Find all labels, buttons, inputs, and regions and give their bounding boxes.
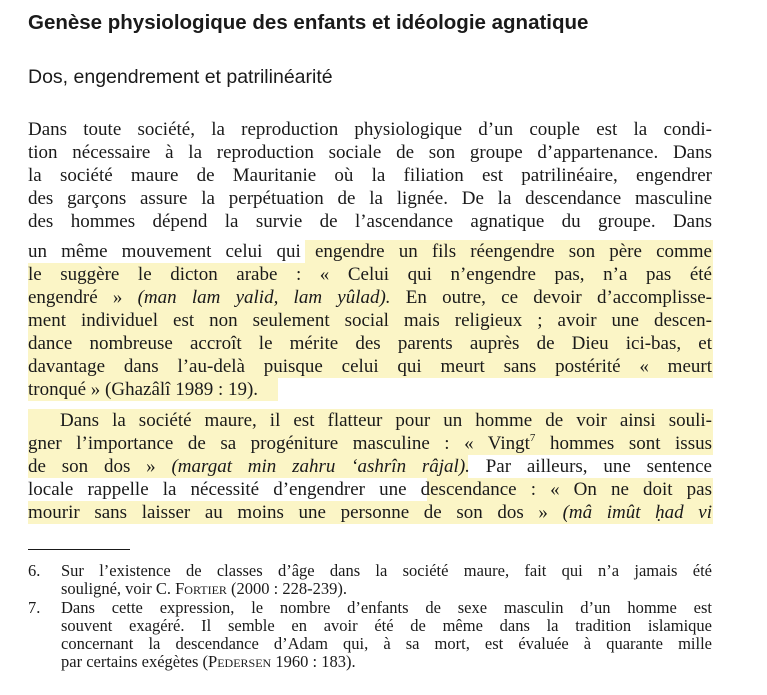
body-line: tion nécessaire à la reproduction sociale de son groupe d’appartenance. Dans <box>28 142 712 163</box>
footnote <box>28 599 712 671</box>
footnote <box>28 562 712 598</box>
footnote-line: Dans cette expression, le nombre d’enfants de sexe masculin d’un homme est <box>61 598 712 617</box>
highlighted-text: descendance : « On ne doit pas <box>420 479 713 500</box>
author-name: Fortier <box>175 579 227 598</box>
footnote-text: (2000 : 228-239). <box>226 579 347 598</box>
footnote-number: 7. <box>28 598 41 617</box>
footnote-ref[interactable]: 7 <box>529 432 536 444</box>
footnote-text: souligné, voir C. <box>61 579 176 598</box>
footnote-number: 6. <box>28 561 41 580</box>
author-name: Pedersen <box>208 652 272 671</box>
body-line <box>28 432 712 455</box>
footnote-text: par certains exégètes ( <box>61 652 209 671</box>
footnote-line: souvent exagéré. Il semble en avoir été de même dans la tradition islamique <box>61 616 712 635</box>
body-text: engendré » <box>28 287 138 308</box>
section-subheading: Dos, engendrement et patrilinéarité <box>28 66 333 88</box>
body-line: davantage dans l’au-delà puisque celui qui meurt sans postérité « meurt <box>28 356 712 377</box>
body-text: mourir sans laisser au moins une personne de son dos » <box>28 502 563 523</box>
footnote-separator <box>28 549 130 550</box>
body-line: Dans la société maure, il est flatteur pour un homme de voir ainsi souli- <box>60 410 712 431</box>
body-line: le suggère le dicton arabe : « Celui qui n’engendre pas, n’a pas été <box>28 264 712 285</box>
body-line: la société maure de Mauritanie où la filiation est patrilinéaire, engendrer <box>28 165 712 186</box>
body-line <box>28 478 712 501</box>
body-line <box>28 455 712 478</box>
footnote-line: Sur l’existence de classes d’âge dans la société maure, fait qui n’a jamais été <box>61 561 712 580</box>
body-line: des hommes dépend la survie de l’ascendance agnatique du groupe. Dans <box>28 211 712 232</box>
footnote-line <box>61 653 712 671</box>
highlighted-text: engendre un fils réengendre son père comme <box>314 241 712 262</box>
footnote-line: concernant la descendance d’Adam qui, à sa mort, est évaluée à quarante mille <box>61 634 712 653</box>
body-line: tronqué » (Ghazâlî 1989 : 19). <box>28 379 259 400</box>
body-line <box>28 501 712 524</box>
body-text: En outre, ce devoir d’accomplisse- <box>390 287 712 308</box>
body-line: des garçons assure la perpétuation de la lignée. De la descendance masculine <box>28 188 712 209</box>
body-line: Dans toute société, la reproduction physiologique d’un couple est la condi- <box>28 119 712 140</box>
body-line <box>28 240 712 263</box>
body-text: hommes sont issus <box>535 433 712 454</box>
footnote-line <box>61 580 712 598</box>
body-text: de son dos » <box>28 456 172 477</box>
footnote-text: 1960 : 183). <box>271 652 356 671</box>
body-line: ment individuel est non seulement social mais religieux ; avoir une descen- <box>28 310 712 331</box>
arabic-transliteration: (man lam yalid, lam yûlad). <box>137 287 391 308</box>
arabic-transliteration: (mâ imût ḥad vi <box>562 502 712 523</box>
body-text: un même mouvement celui qui <box>28 241 315 262</box>
body-text: locale rappelle la nécessité d’engendrer une <box>28 479 421 500</box>
arabic-transliteration: (margat min zahru ‘ashrîn râjal). <box>171 456 470 477</box>
body-text: Par ailleurs, une sentence <box>469 456 712 477</box>
body-text: gner l’importance de sa progéniture masculine : « Vingt <box>28 433 530 454</box>
body-line <box>28 286 712 309</box>
body-line: dance nombreuse accroît le mérite des parents auprès de Dieu ici-bas, et <box>28 333 712 354</box>
section-heading: Genèse physiologique des enfants et idéologie agnatique <box>28 11 589 34</box>
